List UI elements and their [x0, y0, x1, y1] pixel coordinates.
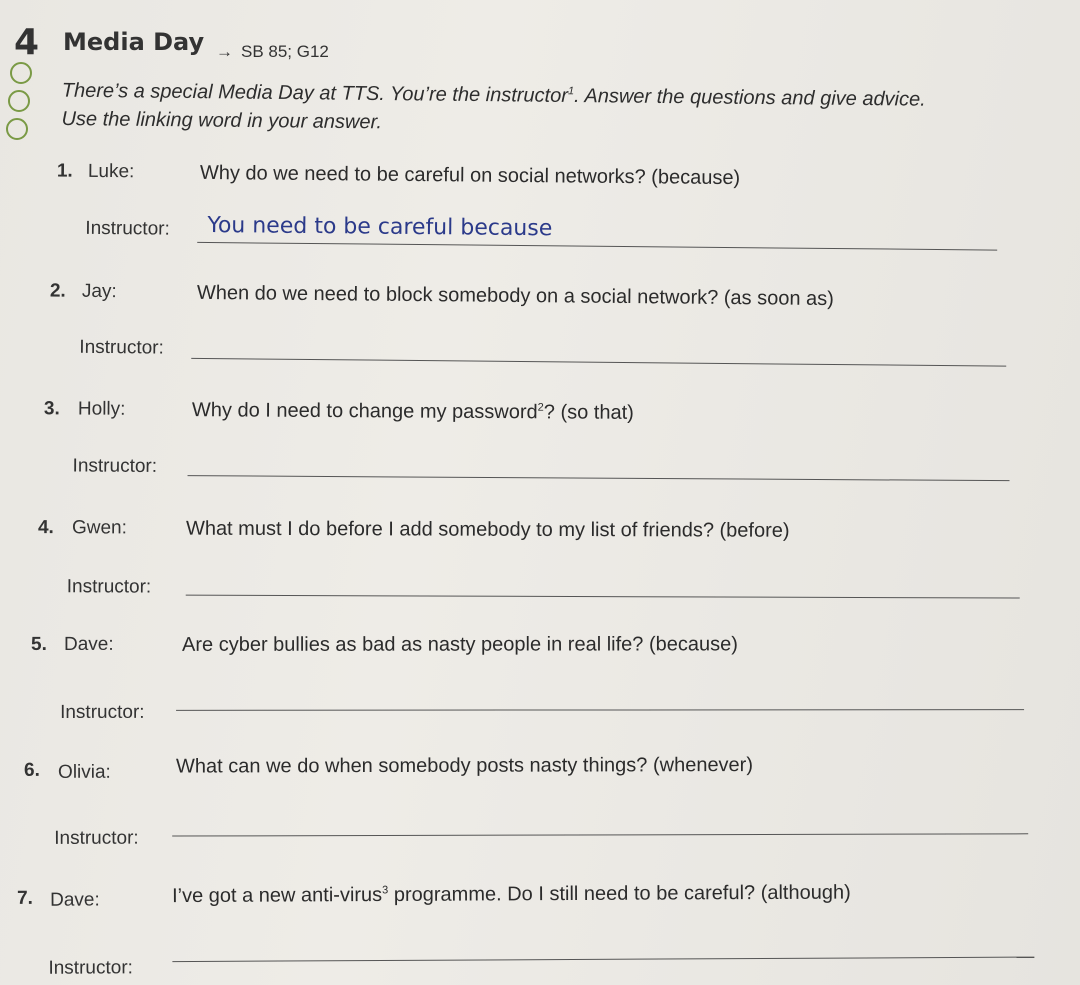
question-text: Are cyber bullies as bad as nasty people in real life? (because) [181, 633, 738, 656]
answer-line[interactable] [188, 475, 1010, 481]
arrow-right-icon: → [216, 42, 233, 61]
item-5 [0, 633, 1080, 723]
instructor-label: Instructor: [48, 957, 133, 979]
circle-icon [8, 90, 30, 112]
handwritten-answer[interactable]: You need to be careful because [207, 212, 553, 242]
item-2 [0, 280, 1080, 359]
question-text: I’ve got a new anti-virus$^3$ programme. Do I still need to be careful? (although) [171, 881, 851, 908]
question-text: Why do we need to be careful on social networks? (because) [199, 161, 741, 190]
instructor-label: Instructor: [66, 576, 152, 598]
item-1 [0, 160, 1080, 242]
exercise-title: Media Day [63, 28, 205, 56]
speaker-name: Dave: [63, 633, 114, 655]
item-7 [0, 881, 1080, 979]
speaker-name: Dave: [50, 889, 100, 911]
reference-text: SB 85; G12 [241, 42, 329, 61]
item-number: 3. [43, 398, 60, 420]
instruction-line-1: There’s a special Media Day at TTS. You’re the instructor$^1$. Answer the questions and give advice. [61, 79, 926, 111]
instructor-label: Instructor: [60, 701, 145, 723]
instructor-label: Instructor: [72, 455, 158, 477]
item-number: 6. [23, 759, 40, 781]
item-4 [0, 517, 1080, 598]
speaker-name: Jay: [81, 280, 117, 303]
instruction-line-2: Use the linking word in your answer. [61, 107, 383, 134]
item-3 [0, 398, 1080, 477]
question-text: When do we need to block somebody on a social network? (as soon as) [196, 281, 834, 311]
instructor-label: Instructor: [54, 827, 139, 849]
question-text: What can we do when somebody posts nasty things? (whenever) [175, 754, 754, 778]
speaker-name: Luke: [87, 160, 135, 183]
item-number: 1. [56, 160, 73, 182]
answer-line[interactable] [191, 358, 1006, 367]
question-text: What must I do before I add somebody to my list of friends? (before) [185, 517, 790, 542]
speaker-name: Holly: [77, 398, 126, 420]
item-number: 2. [49, 280, 66, 302]
answer-line[interactable] [172, 957, 1034, 963]
answer-line[interactable] [172, 833, 1028, 836]
answer-line[interactable] [186, 595, 1020, 599]
circle-icon [6, 118, 28, 140]
item-number: 7. [16, 887, 33, 909]
speaker-name: Gwen: [71, 517, 127, 539]
item-6 [0, 754, 1080, 849]
answer-line[interactable] [197, 242, 997, 251]
item-number: 5. [30, 633, 47, 655]
instructor-label: Instructor: [85, 217, 170, 240]
exercise-reference [216, 42, 329, 62]
circle-icon [10, 62, 32, 84]
exercise-number: 4 [14, 22, 40, 63]
speaker-name: Olivia: [58, 761, 111, 783]
item-number: 4. [37, 517, 54, 539]
answer-line[interactable] [176, 709, 1024, 711]
exercise-instructions [61, 72, 962, 142]
difficulty-circles [10, 62, 32, 146]
instructor-label: Instructor: [79, 336, 164, 359]
question-text: Why do I need to change my password$^2$? (so that) [191, 399, 634, 424]
